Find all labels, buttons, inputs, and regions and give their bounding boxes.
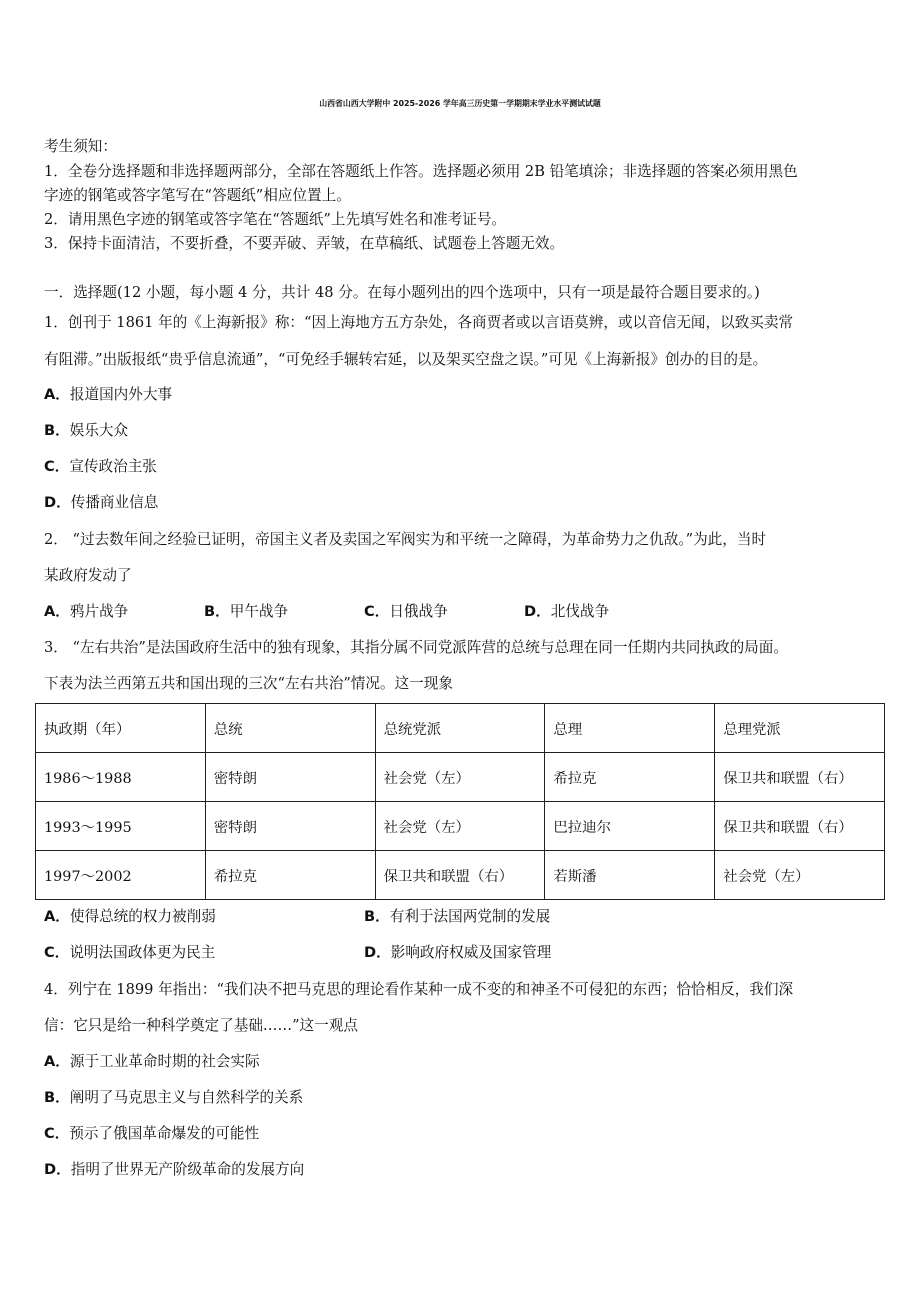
table-cell: 希拉克 [205, 851, 375, 900]
option-text: 预示了俄国革命爆发的可能性 [69, 1125, 260, 1142]
page-title: 山西省山西大学附中 2025-2026 学年高三历史第一学期期末学业水平测试试题 [319, 99, 601, 108]
q2-option-a[interactable] [44, 602, 128, 622]
option-letter: D． [44, 1161, 71, 1178]
q3-option-a[interactable] [44, 907, 216, 927]
table-header-cell: 总理党派 [715, 704, 885, 753]
question-2-text: 某政府发动了 [44, 567, 132, 584]
option-text: 影响政府权威及国家管理 [390, 944, 552, 961]
option-letter: D． [44, 494, 71, 511]
table-cell: 密特朗 [205, 802, 375, 851]
option-text: 说明法国政体更为民主 [69, 944, 216, 961]
table-cell: 社会党（左） [375, 802, 545, 851]
cohabitation-table [35, 703, 885, 900]
option-letter: B． [44, 1089, 70, 1106]
q4-option-b[interactable] [44, 1088, 303, 1108]
table-header-cell: 总统 [205, 704, 375, 753]
option-text: 日俄战争 [389, 603, 448, 620]
table-row [36, 851, 885, 900]
notice-item: 2．请用黑色字迹的钢笔或答字笔在“答题纸”上先填写姓名和准考证号。 [44, 211, 507, 228]
option-text: 阐明了马克思主义与自然科学的关系 [69, 1089, 304, 1106]
question-1-text: 有阻滞。”出版报纸“贵乎信息流通”，“可免经手辗转宕延，以及架买空盘之误。”可见《上海新报》创办的目的是。 [44, 351, 768, 368]
q3-option-b[interactable] [364, 907, 550, 927]
table-cell: 社会党（左） [715, 851, 885, 900]
option-text: 鸦片战争 [69, 603, 129, 620]
table-cell: 1993～1995 [36, 802, 206, 851]
option-letter: C． [44, 1125, 70, 1142]
notice-item: 字迹的钢笔或答字笔写在“答题纸”相应位置上。 [44, 187, 351, 204]
q2-option-d[interactable] [524, 602, 609, 622]
table-cell: 社会党（左） [375, 753, 545, 802]
table-header-cell: 总理 [545, 704, 715, 753]
option-text: 报道国内外大事 [69, 386, 173, 403]
q3-option-c[interactable] [44, 943, 215, 963]
option-letter: C． [364, 603, 390, 620]
q4-option-a[interactable] [44, 1052, 260, 1072]
question-3-text: 下表为法兰西第五共和国出现的三次“左右共治”情况。这一现象 [44, 675, 453, 692]
option-letter: C． [44, 458, 70, 475]
q2-option-b[interactable] [204, 602, 288, 622]
table-cell: 密特朗 [205, 753, 375, 802]
option-letter: B． [364, 908, 390, 925]
question-4-text: 4．列宁在 1899 年指出：“我们决不把马克思的理论看作某种一成不变的和神圣不可侵犯的东西；恰恰相反，我们深 [44, 981, 794, 998]
table-cell: 1986～1988 [36, 753, 206, 802]
table-cell: 巴拉迪尔 [545, 802, 715, 851]
option-letter: B． [204, 603, 230, 620]
option-text: 传播商业信息 [70, 494, 159, 511]
question-2-text: 2． “过去数年间之经验已证明，帝国主义者及卖国之军阀实为和平统一之障碍，为革命势力之仇敌。”为此，当时 [44, 531, 767, 548]
q4-option-c[interactable] [44, 1124, 259, 1144]
table-row [36, 753, 885, 802]
q1-option-d[interactable] [44, 493, 158, 513]
option-text: 使得总统的权力被削弱 [69, 908, 216, 925]
notice-item: 3．保持卡面清洁，不要折叠，不要弄破、弄皱，在草稿纸、试题卷上答题无效。 [44, 235, 565, 252]
question-1-text: 1．创刊于 1861 年的《上海新报》称：“因上海地方五方杂处，各商贾者或以言语莫辨，或以音信无闻，以致买卖常 [44, 314, 794, 331]
option-letter: D． [524, 603, 551, 620]
table-header-cell: 总统党派 [375, 704, 545, 753]
q1-option-b[interactable] [44, 421, 128, 441]
option-text: 北伐战争 [550, 603, 610, 620]
table-cell: 1997～2002 [36, 851, 206, 900]
option-text: 宣传政治主张 [69, 458, 157, 475]
option-letter: A． [44, 1053, 70, 1070]
option-letter: A． [44, 603, 70, 620]
q1-option-a[interactable] [44, 385, 172, 405]
q4-option-d[interactable] [44, 1160, 304, 1180]
notice-heading: 考生须知： [44, 138, 117, 155]
notice-item: 1．全卷分选择题和非选择题两部分，全部在答题纸上作答。选择题必须用 2B 铅笔填涂；非选择题的答案必须用黑色 [44, 163, 798, 180]
q1-option-c[interactable] [44, 457, 157, 477]
option-text: 甲午战争 [229, 603, 289, 620]
table-cell: 保卫共和联盟（右） [715, 802, 885, 851]
option-text: 源于工业革命时期的社会实际 [69, 1053, 260, 1070]
question-4-text: 信：它只是给一种科学奠定了基础……”这一观点 [44, 1017, 358, 1034]
table-row [36, 802, 885, 851]
option-letter: B． [44, 422, 70, 439]
table-header-cell: 执政期（年） [36, 704, 206, 753]
table-cell: 若斯潘 [545, 851, 715, 900]
section-heading: 一．选择题(12 小题，每小题 4 分，共计 48 分。在每小题列出的四个选项中，只有一项是最符合题目要求的。) [44, 284, 760, 301]
option-letter: A． [44, 908, 70, 925]
table-header-row [36, 704, 885, 753]
table-cell: 希拉克 [545, 753, 715, 802]
option-text: 娱乐大众 [69, 422, 129, 439]
option-text: 有利于法国两党制的发展 [389, 908, 551, 925]
question-3-text: 3． “左右共治”是法国政府生活中的独有现象，其指分属不同党派阵营的总统与总理在同一任期内共同执政的局面。 [44, 639, 788, 656]
option-letter: D． [364, 944, 391, 961]
table-cell: 保卫共和联盟（右） [375, 851, 545, 900]
q2-option-c[interactable] [364, 602, 448, 622]
table-cell: 保卫共和联盟（右） [715, 753, 885, 802]
option-letter: C． [44, 944, 70, 961]
option-text: 指明了世界无产阶级革命的发展方向 [70, 1161, 305, 1178]
option-letter: A． [44, 386, 70, 403]
q3-option-d[interactable] [364, 943, 551, 963]
